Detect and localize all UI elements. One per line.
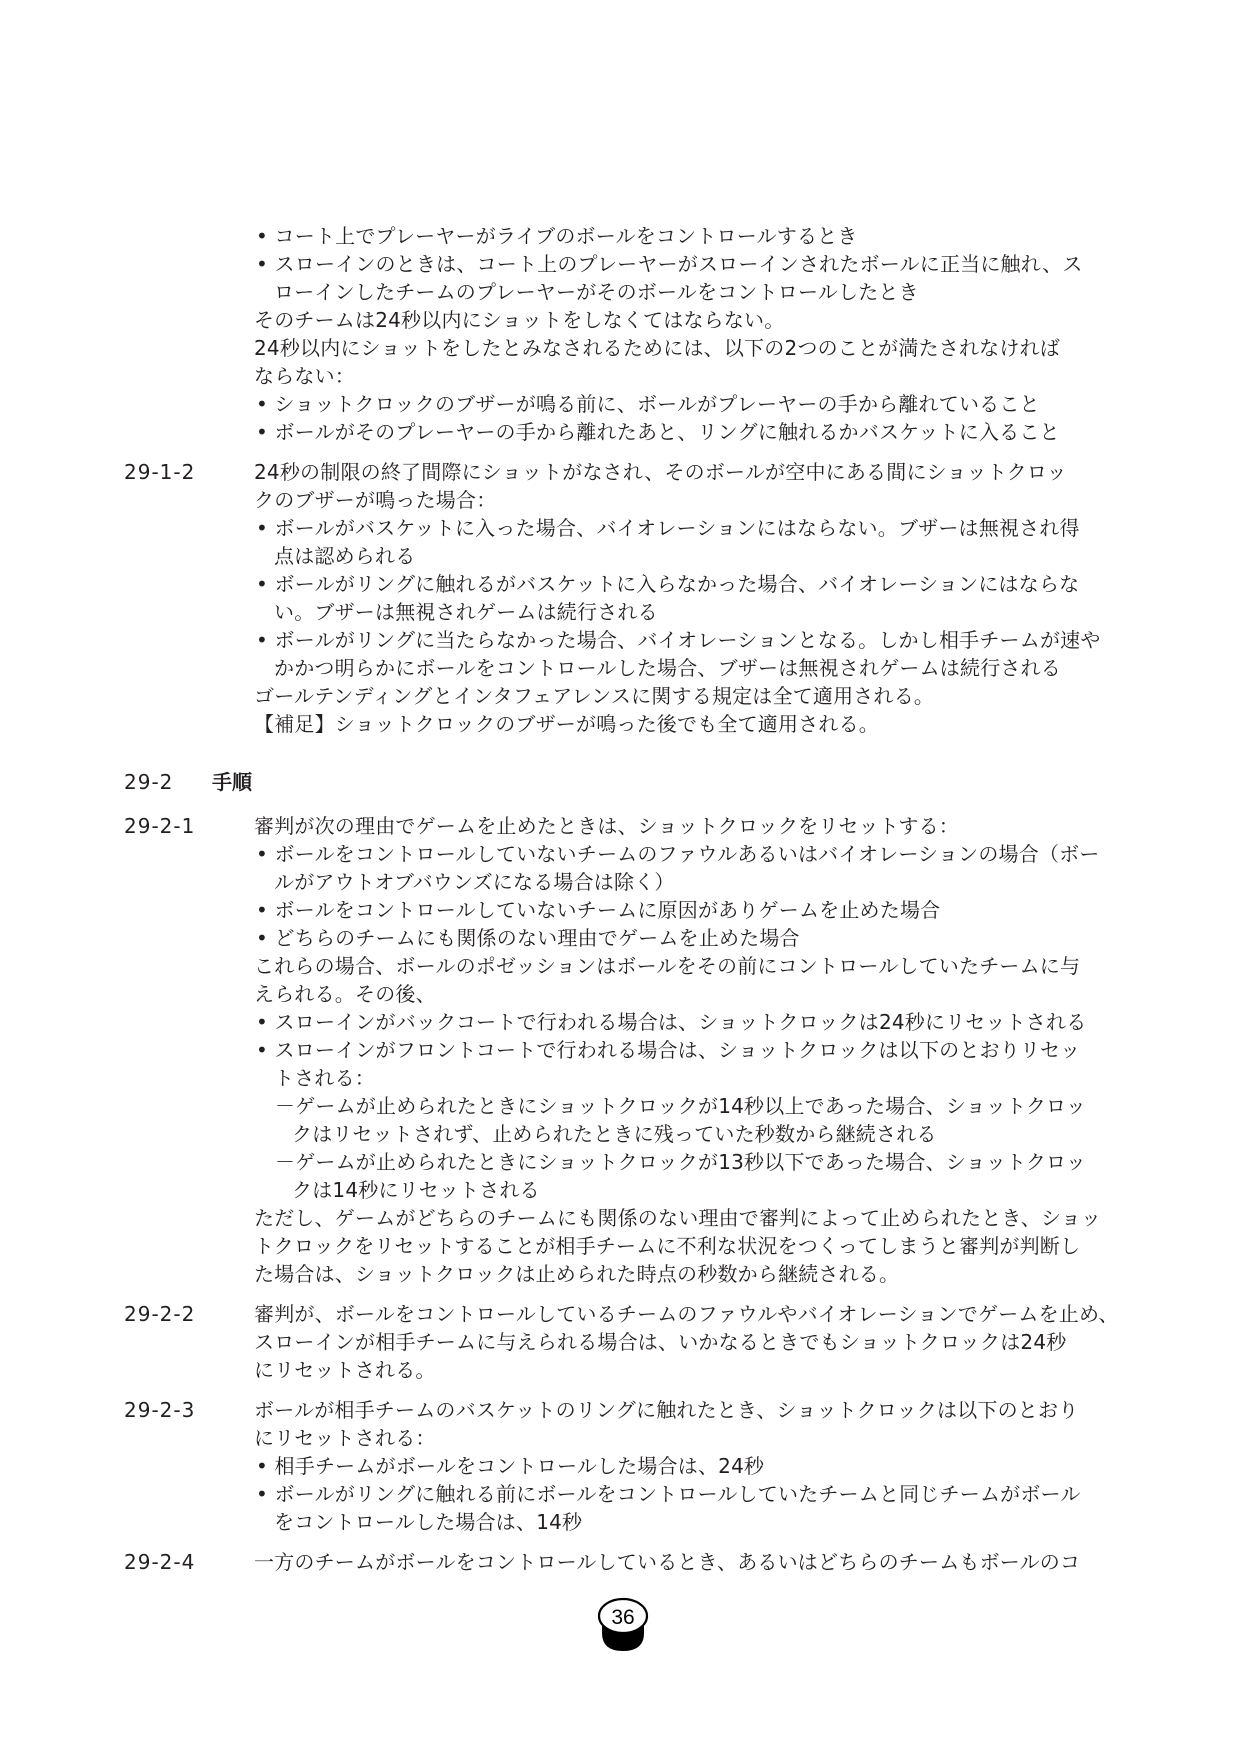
- bullet-continuation: をコントロールした場合は、14秒: [274, 1510, 583, 1534]
- paragraph-line: にリセットされる。: [254, 1358, 436, 1382]
- paragraph-line: えられる。その後、: [254, 982, 436, 1006]
- bullet-continuation: トされる：: [274, 1066, 375, 1090]
- paragraph-line: 24秒の制限の終了間際にショットがなされ、そのボールが空中にある間にショットクロッ: [254, 460, 1067, 484]
- paragraph-line: ならない：: [254, 364, 355, 388]
- section-number: 29-2-2: [124, 1302, 196, 1326]
- paragraph-line: た場合は、ショットクロックは止められた時点の秒数から継続される。: [254, 1262, 900, 1286]
- bullet-item: • ボールをコントロールしていないチームのファウルあるいはバイオレーションの場合（ボー: [256, 842, 1100, 866]
- paragraph-line: 一方のチームがボールをコントロールしているとき、あるいはどちらのチームもボールのコ: [254, 1550, 1081, 1574]
- bullet-item: • ボールがリングに当たらなかった場合、バイオレーションとなる。しかし相手チームが速や: [256, 628, 1101, 652]
- dash-item: －ゲームが止められたときにショットクロックが13秒以下であった場合、ショットクロッ: [275, 1150, 1087, 1174]
- dash-continuation: クは14秒にリセットされる: [292, 1178, 540, 1202]
- bullet-item: • どちらのチームにも関係のない理由でゲームを止めた場合: [256, 926, 800, 950]
- bullet-item: • 相手チームがボールをコントロールした場合は、24秒: [256, 1454, 765, 1478]
- bullet-continuation: い。ブザーは無視されゲームは続行される: [274, 600, 658, 624]
- paragraph-line: 審判が次の理由でゲームを止めたときは、ショットクロックをリセットする：: [254, 814, 959, 838]
- bullet-continuation: かかつ明らかにボールをコントロールした場合、ブザーは無視されゲームは続行される: [274, 656, 1061, 680]
- bullet-item: • ショットクロックのブザーが鳴る前に、ボールがプレーヤーの手から離れていること: [256, 392, 1040, 416]
- section-number: 29-2-1: [124, 814, 196, 838]
- bullet-continuation: 点は認められる: [274, 544, 416, 568]
- paragraph-line: ボールが相手チームのバスケットのリングに触れたとき、ショットクロックは以下のとおり: [254, 1398, 1079, 1422]
- dash-continuation: クはリセットされず、止められたときに残っていた秒数から継続される: [292, 1122, 937, 1146]
- paragraph-line: スローインが相手チームに与えられる場合は、いかなるときでもショットクロックは24秒: [254, 1330, 1067, 1354]
- bullet-item: • スローインがバックコートで行われる場合は、ショットクロックは24秒にリセットされる: [256, 1010, 1087, 1034]
- bullet-item: • スローインのときは、コート上のプレーヤーがスローインされたボールに正当に触れ、ス: [256, 252, 1083, 276]
- dash-item: －ゲームが止められたときにショットクロックが14秒以上であった場合、ショットクロッ: [275, 1094, 1087, 1118]
- paragraph-line: そのチームは24秒以内にショットをしなくてはならない。: [254, 308, 785, 332]
- section-number: 29-1-2: [124, 460, 196, 484]
- bullet-item: • ボールがリングに触れるがバスケットに入らなかった場合、バイオレーションにはならな: [256, 572, 1080, 596]
- paragraph-line: ゴールテンディングとインタフェアレンスに関する規定は全て適用される。: [254, 684, 935, 708]
- paragraph-line: トクロックをリセットすることが相手チームに不利な状況をつくってしまうと審判が判断し: [254, 1234, 1081, 1258]
- paragraph-line: これらの場合、ボールのポゼッションはボールをその前にコントロールしていたチームに与: [254, 954, 1081, 978]
- paragraph-line: にリセットされる：: [254, 1426, 436, 1450]
- basketball-page-icon: [597, 1595, 649, 1657]
- bullet-item: • スローインがフロントコートで行われる場合は、ショットクロックは以下のとおりリセッ: [256, 1038, 1081, 1062]
- bullet-item: • ボールをコントロールしていないチームに原因がありゲームを止めた場合: [256, 898, 941, 922]
- supplement-note: 【補足】ショットクロックのブザーが鳴った後でも全て適用される。: [254, 712, 879, 736]
- bullet-continuation: ローインしたチームのプレーヤーがそのボールをコントロールしたとき: [274, 280, 919, 304]
- bullet-item: • ボールがリングに触れる前にボールをコントロールしていたチームと同じチームがボール: [256, 1482, 1081, 1506]
- bullet-item: • コート上でプレーヤーがライブのボールをコントロールするとき: [256, 224, 858, 248]
- section-number: 29-2-3: [124, 1398, 196, 1422]
- bullet-continuation: ルがアウトオブバウンズになる場合は除く）: [274, 870, 675, 894]
- paragraph-line: 審判が、ボールをコントロールしているチームのファウルやバイオレーションでゲームを止め、: [254, 1302, 1119, 1326]
- bullet-item: • ボールがバスケットに入った場合、バイオレーションにはならない。ブザーは無視され得: [256, 516, 1080, 540]
- section-heading-number: 29-2: [124, 770, 174, 794]
- paragraph-line: クのブザーが鳴った場合：: [254, 488, 497, 512]
- paragraph-line: 24秒以内にショットをしたとみなされるためには、以下の2つのことが満たされなければ: [254, 336, 1060, 360]
- section-number: 29-2-4: [124, 1550, 196, 1574]
- page-number: 36: [611, 1606, 635, 1629]
- paragraph-line: ただし、ゲームがどちらのチームにも関係のない理由で審判によって止められたとき、ショッ: [254, 1206, 1102, 1230]
- page-number-mark: [597, 1595, 649, 1657]
- section-heading-title: 手順: [212, 770, 252, 794]
- bullet-item: • ボールがそのプレーヤーの手から離れたあと、リングに触れるかバスケットに入ること: [256, 420, 1060, 444]
